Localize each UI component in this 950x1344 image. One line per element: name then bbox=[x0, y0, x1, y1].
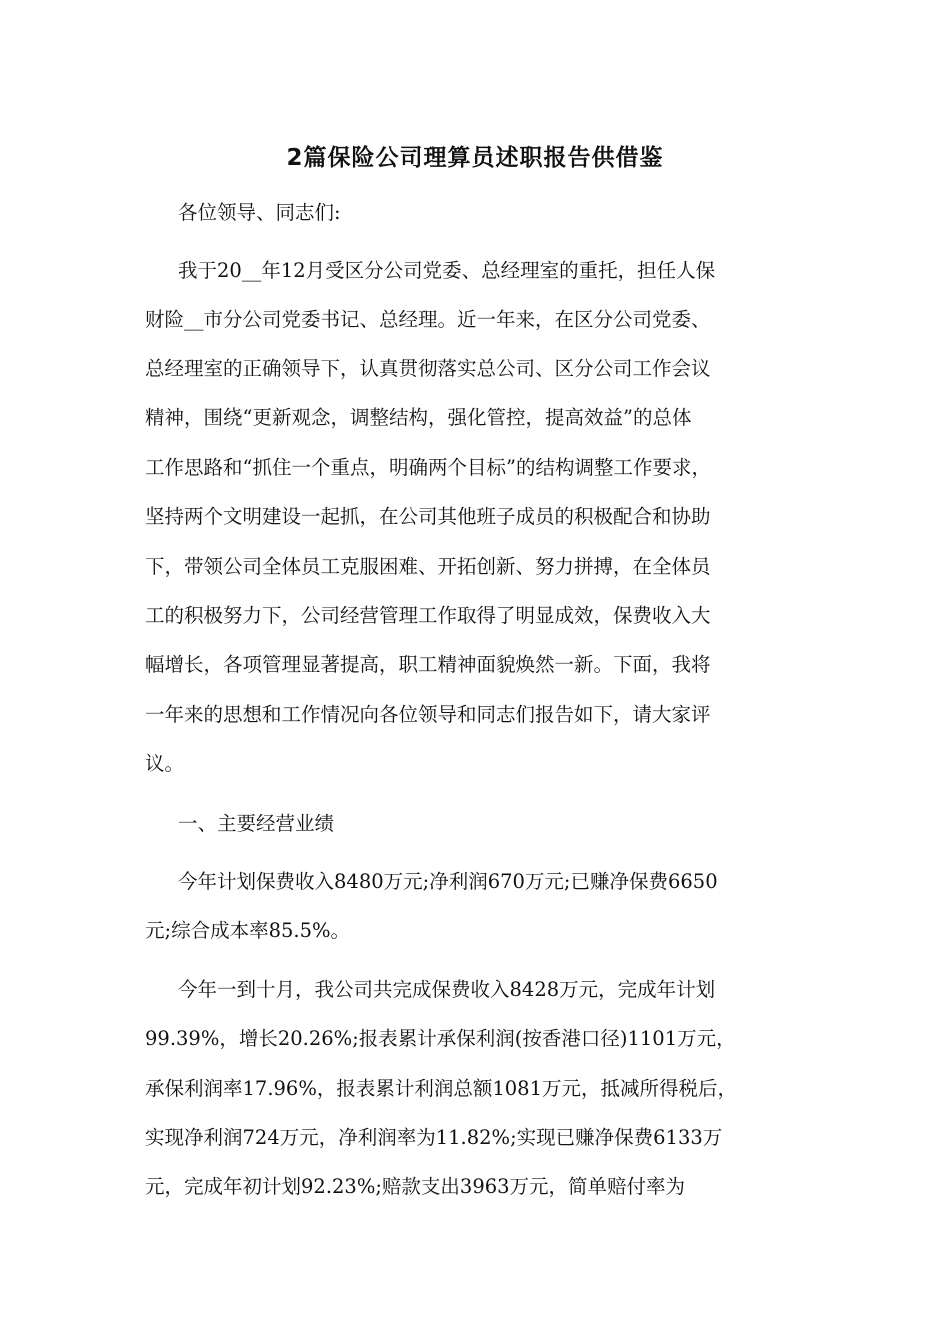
body-line: 承保利润率17.96%，报表累计利润总额1081万元，抵减所得税后， bbox=[145, 1077, 737, 1100]
body-line: 精神，围绕“更新观念，调整结构，强化管控，提高效益”的总体 bbox=[145, 406, 692, 429]
body-line: 财险__市分公司党委书记、总经理。近一年来，在区分公司党委、 bbox=[145, 308, 711, 331]
body-line: 今年计划保费收入8480万元;净利润670万元;已赚净保费6650 bbox=[178, 870, 718, 893]
body-line: 我于20__年12月受区分公司党委、总经理室的重托，担任人保 bbox=[178, 259, 716, 282]
body-line: 元，完成年初计划92.23%;赔款支出3963万元，简单赔付率为 bbox=[145, 1175, 686, 1198]
body-line: 今年一到十月，我公司共完成保费收入8428万元，完成年计划 bbox=[178, 978, 716, 1001]
document-title: 2篇保险公司理算员述职报告供借鉴 bbox=[286, 145, 664, 171]
body-line: 议。 bbox=[145, 752, 185, 775]
body-line: 幅增长，各项管理显著提高，职工精神面貌焕然一新。下面，我将 bbox=[145, 653, 711, 676]
body-line: 工作思路和“抓住一个重点，明确两个目标”的结构调整工作要求， bbox=[145, 456, 711, 479]
section-heading: 一、主要经营业绩 bbox=[178, 812, 335, 835]
body-line: 99.39%，增长20.26%;报表累计承保利润(按香港口径)1101万元， bbox=[145, 1027, 736, 1050]
salutation-line: 各位领导、同志们: bbox=[178, 201, 341, 224]
body-line: 工的积极努力下，公司经营管理工作取得了明显成效，保费收入大 bbox=[145, 604, 711, 627]
body-line: 元;综合成本率85.5%。 bbox=[145, 919, 351, 942]
body-line: 总经理室的正确领导下，认真贯彻落实总公司、区分公司工作会议 bbox=[145, 357, 711, 380]
body-line: 一年来的思想和工作情况向各位领导和同志们报告如下，请大家评 bbox=[145, 703, 711, 726]
body-line: 下，带领公司全体员工克服困难、开拓创新、努力拼搏，在全体员 bbox=[145, 555, 711, 578]
body-line: 实现净利润724万元，净利润率为11.82%;实现已赚净保费6133万 bbox=[145, 1126, 723, 1149]
body-line: 坚持两个文明建设一起抓，在公司其他班子成员的积极配合和协助 bbox=[145, 505, 711, 528]
